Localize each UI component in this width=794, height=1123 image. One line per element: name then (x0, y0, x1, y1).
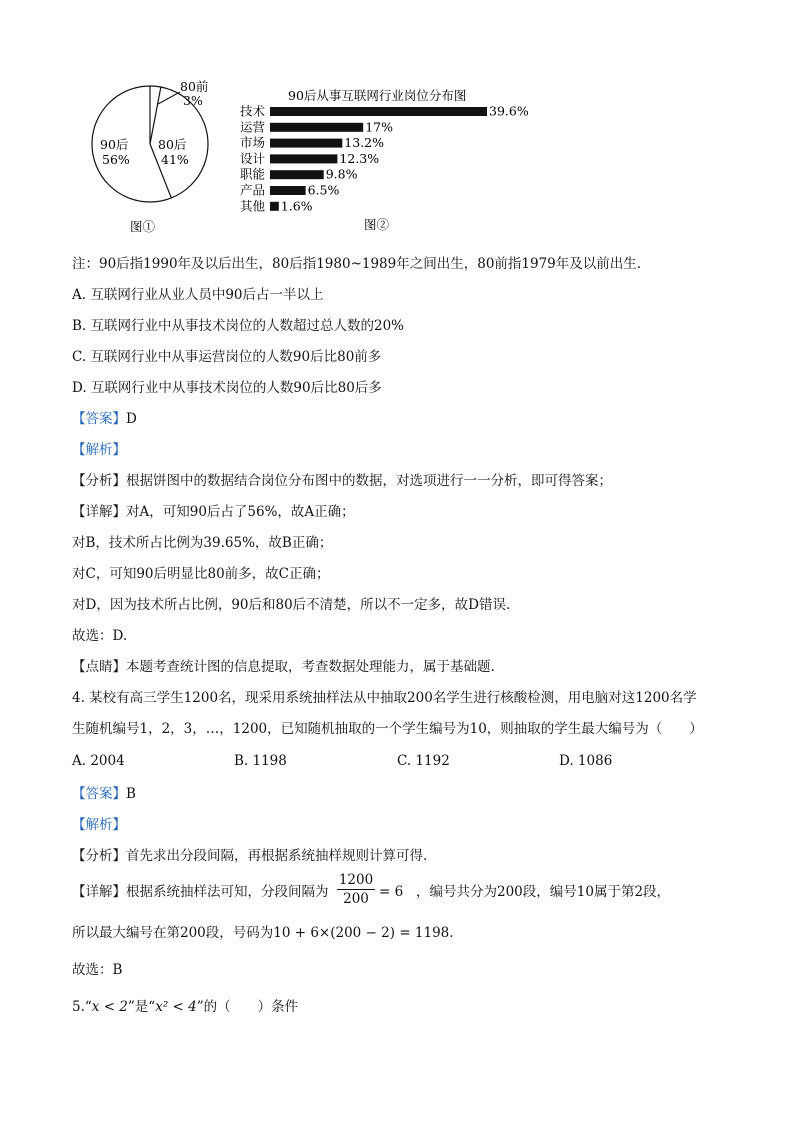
q4-option-b: B. 1198 (234, 753, 287, 769)
q3-xiangjie-line (72, 502, 355, 522)
bar-市场 (270, 139, 342, 148)
q5-post: ”的（ ）条件 (196, 999, 299, 1015)
dianjing-tag: 【点睛】 (72, 659, 126, 675)
bar-value-label: 17% (365, 119, 393, 135)
bar-value-label: 39.6% (489, 103, 529, 119)
bar-产品 (270, 186, 306, 195)
bar-value-label: 6.5% (307, 182, 340, 198)
q4-answer-line (72, 784, 136, 804)
q4-fenxi-line (72, 846, 427, 866)
pie-label-90hou-value: 56% (102, 152, 130, 167)
fraction-denominator: 200 (343, 891, 369, 907)
bar-职能 (270, 170, 324, 179)
q3-fenxi-line (72, 471, 612, 491)
fraction-numerator: 1200 (338, 872, 374, 888)
bar-chart-title: 90后从事互联网行业岗位分布图 (288, 88, 467, 103)
fenxi-tag: 【分析】 (72, 473, 126, 489)
pie-chart (92, 79, 208, 234)
q4-option-c: C. 1192 (397, 753, 450, 769)
q3-answer: D (126, 411, 137, 427)
q4-analysis-line (72, 815, 126, 835)
q4-fraction-eq: = 6 (379, 884, 404, 900)
bar-category-label: 技术 (240, 103, 266, 119)
q3-option-a: A. 互联网行业从业人员中90后占一半以上 (72, 287, 324, 303)
bar-chart (240, 88, 529, 232)
q4-choose: 故选：B (72, 962, 123, 978)
q3-xiangjie-d: 对D，因为技术所占比例，90后和80后不清楚，所以不一定多，故D错误. (72, 597, 511, 613)
figure-note: 注：90后指1990年及以后出生，80后指1980~1989年之间出生，80前指1979年及以前出生. (72, 256, 642, 272)
pie-caption: 图① (130, 219, 156, 234)
q4-xiangjie-line (72, 882, 329, 902)
figure-area (80, 76, 550, 236)
bar-value-label: 9.8% (325, 166, 358, 182)
bar-chart-caption: 图② (364, 217, 390, 232)
q4-fenxi: 首先求出分段间隔，再根据系统抽样规则计算可得. (126, 848, 428, 864)
pie-label-80qian-value: 3% (183, 93, 203, 108)
q4-option-d: D. 1086 (559, 753, 613, 769)
q3-option-d: D. 互联网行业中从事技术岗位的人数90后比80后多 (72, 380, 382, 396)
q5-pre: 5.“ (72, 999, 92, 1015)
q3-dianjing-line (72, 657, 495, 677)
q3-option-b: B. 互联网行业中从事技术岗位的人数超过总人数的20% (72, 318, 405, 334)
q3-choose: 故选：D. (72, 628, 128, 644)
q3-analysis-line (72, 440, 126, 460)
q3-option-c: C. 互联网行业中从事运营岗位的人数90后比80前多 (72, 349, 382, 365)
bar-category-label: 产品 (240, 182, 266, 198)
q4-xiangjie-post: ，编号共分为200段，编号10属于第2段， (416, 884, 671, 900)
pie-label-80qian-name: 80前 (180, 79, 209, 94)
q5-stem (72, 997, 298, 1017)
q5-mid: ”是“ (127, 999, 156, 1015)
xiangjie-tag: 【详解】 (72, 504, 126, 520)
bar-value-label: 1.6% (280, 198, 313, 214)
q3-xiangjie-a: 对A，可知90后占了56%，故A正确； (126, 504, 355, 520)
bar-category-label: 其他 (240, 198, 266, 214)
q4-xiangjie-line2: 所以最大编号在第200段，号码为10 + 6×(200 − 2) = 1198. (72, 925, 454, 941)
q4-option-a: A. 2004 (72, 753, 125, 769)
bar-技术 (270, 107, 487, 116)
bar-其他 (270, 202, 279, 211)
q4-stem-line2: 生随机编号1，2，3，…，1200，已知随机抽取的一个学生编号为10，则抽取的学生最大编号为（ ） (72, 721, 703, 737)
q3-answer-line (72, 409, 137, 429)
bar-category-label: 运营 (240, 119, 266, 135)
q5-condition-1: x < 2 (91, 999, 128, 1015)
pie-label-80hou-name: 80后 (158, 137, 187, 152)
q5-condition-2: x² < 4 (155, 999, 197, 1015)
q3-xiangjie-b: 对B，技术所占比例为39.65%，故B正确； (72, 535, 333, 551)
q3-fenxi: 根据饼图中的数据结合岗位分布图中的数据，对选项进行一一分析，即可得答案； (126, 473, 612, 489)
bar-value-label: 13.2% (344, 135, 385, 151)
bar-category-label: 市场 (240, 135, 266, 151)
bar-value-label: 12.3% (339, 150, 380, 166)
fenxi-tag: 【分析】 (72, 848, 126, 864)
pie-separator-80hou (150, 87, 161, 144)
pie-label-80hou-value: 41% (161, 152, 189, 167)
analysis-tag: 【解析】 (72, 817, 126, 833)
q4-answer: B (126, 786, 136, 802)
answer-tag: 【答案】 (72, 411, 126, 427)
q3-dianjing: 本题考查统计图的信息提取，考查数据处理能力，属于基础题. (126, 659, 495, 675)
analysis-tag: 【解析】 (72, 442, 126, 458)
bar-category-label: 职能 (240, 166, 266, 182)
q4-fraction (337, 872, 375, 907)
bar-category-label: 设计 (240, 150, 266, 166)
bar-运营 (270, 123, 363, 132)
bar-设计 (270, 154, 337, 163)
pie-leader-line (158, 92, 180, 104)
xiangjie-tag: 【详解】 (72, 884, 126, 900)
q3-xiangjie-c: 对C，可知90后明显比80前多，故C正确； (72, 566, 330, 582)
q4-xiangjie-pre: 根据系统抽样法可知，分段间隔为 (126, 884, 329, 900)
answer-tag: 【答案】 (72, 786, 126, 802)
q4-stem-line1: 4. 某校有高三学生1200名，现采用系统抽样法从中抽取200名学生进行核酸检测，用电脑对这1200名学 (72, 690, 697, 706)
pie-label-90hou-name: 90后 (100, 137, 129, 152)
